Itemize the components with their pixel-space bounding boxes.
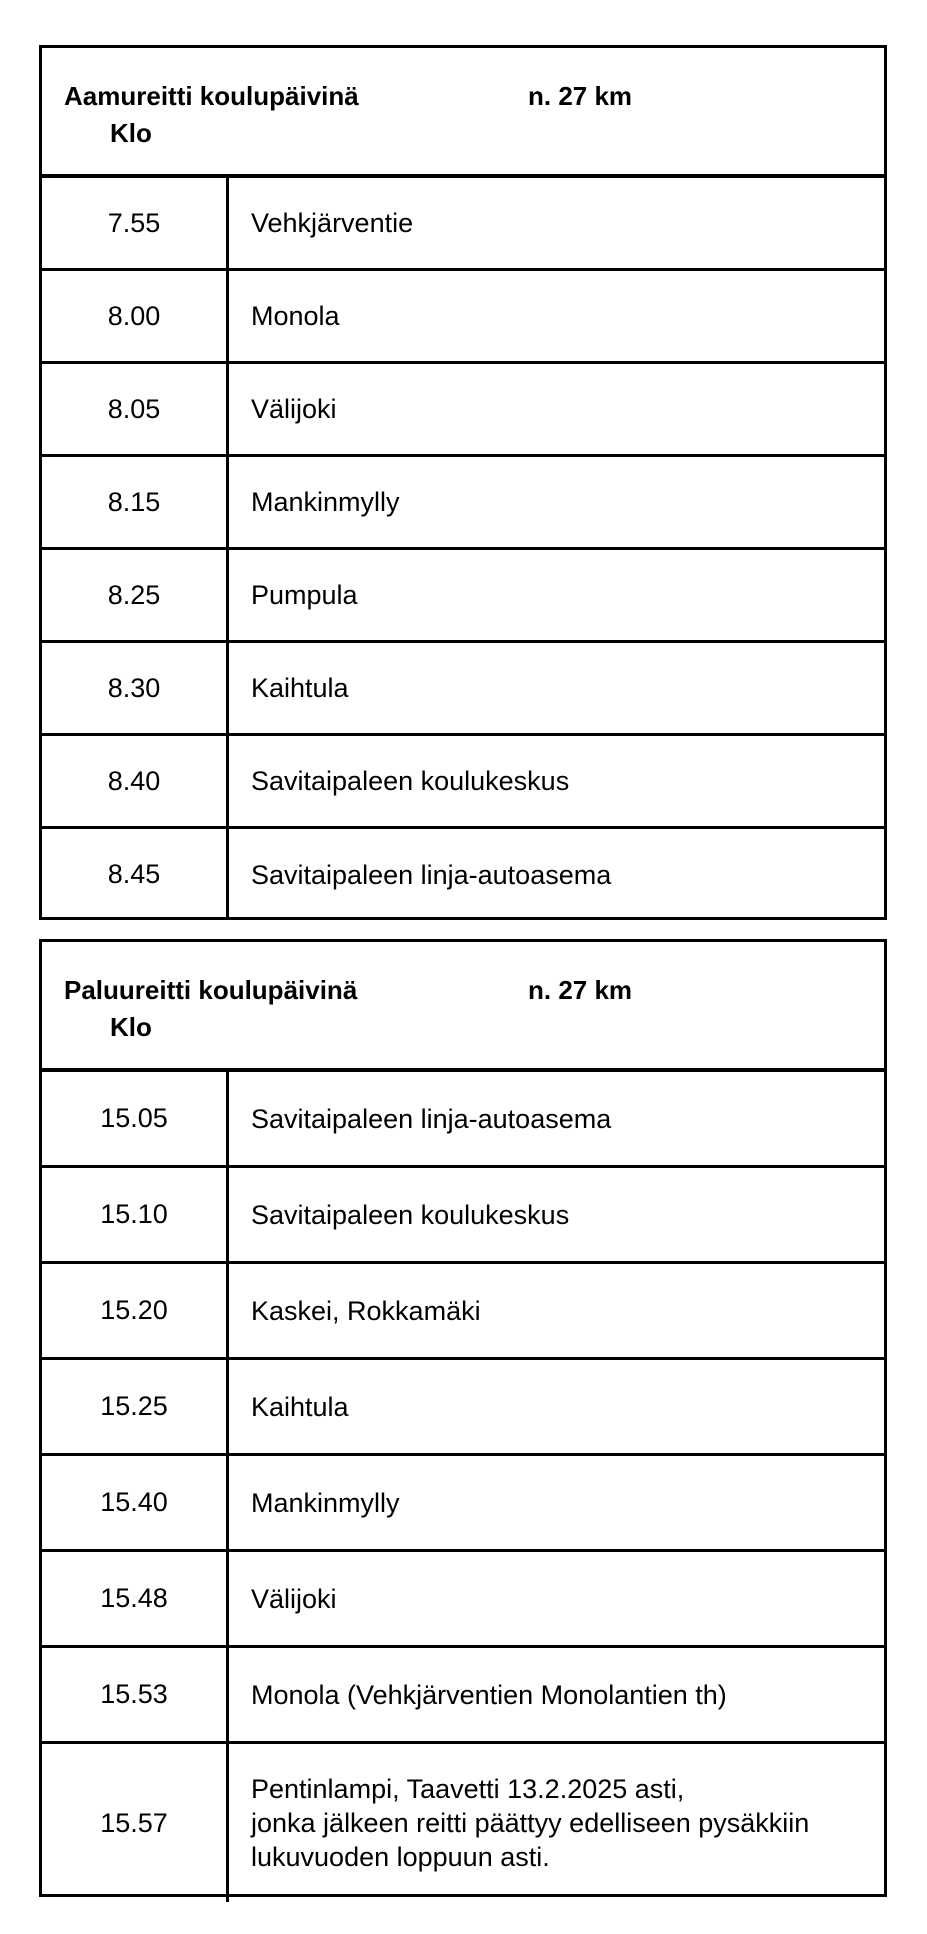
stop-name: Kaihtula [251, 673, 349, 703]
return-time-column-header: Klo [110, 1012, 152, 1042]
stop-name: Pumpula [251, 580, 358, 610]
stop-name: Mankinmylly [251, 487, 400, 517]
stop-time: 15.25 [42, 1360, 229, 1453]
stop-time: 8.45 [42, 829, 229, 920]
table-row [42, 1456, 884, 1552]
stop-name: Välijoki [251, 1583, 337, 1614]
table-row [42, 1552, 884, 1648]
morning-route-distance: n. 27 km [528, 81, 633, 111]
stop-time: 15.48 [42, 1552, 229, 1645]
table-row [42, 1360, 884, 1456]
morning-route-table [39, 45, 887, 920]
stop-name: Savitaipaleen koulukeskus [251, 1199, 570, 1230]
stop-name: Monola (Vehkjärventien Monolantien th) [251, 1679, 727, 1710]
morning-route-title: Aamureitti koulupäivinä [64, 81, 359, 111]
stop-time: 8.25 [42, 550, 229, 640]
stop-name: Kaihtula [251, 1391, 349, 1422]
table-row [42, 736, 884, 829]
stop-name: Kaskei, Rokkamäki [251, 1295, 481, 1326]
stop-name: Savitaipaleen koulukeskus [251, 766, 570, 796]
stop-name: Savitaipaleen linja-autoasema [251, 859, 612, 890]
stop-time: 8.40 [42, 736, 229, 826]
stop-time: 15.10 [42, 1168, 229, 1261]
stop-time: 15.05 [42, 1072, 229, 1165]
table-row [42, 550, 884, 643]
morning-time-column-header: Klo [110, 118, 152, 148]
table-row [42, 178, 884, 271]
stop-name: Mankinmylly [251, 1487, 400, 1518]
table-row [42, 1168, 884, 1264]
table-row [42, 457, 884, 550]
table-row [42, 1648, 884, 1744]
stop-time: 8.00 [42, 271, 229, 361]
stop-time: 8.30 [42, 643, 229, 733]
stop-time: 8.15 [42, 457, 229, 547]
table-row [42, 364, 884, 457]
stop-name: Välijoki [251, 394, 337, 424]
return-route-table [39, 939, 887, 1897]
stop-time: 15.40 [42, 1456, 229, 1549]
stop-name: Savitaipaleen linja-autoasema [251, 1103, 612, 1134]
table-row [42, 643, 884, 736]
return-route-header [42, 942, 884, 1072]
table-row [42, 1072, 884, 1168]
stop-time: 7.55 [42, 178, 229, 268]
morning-route-header [42, 48, 884, 178]
table-row [42, 1744, 884, 1902]
table-row [42, 271, 884, 364]
stop-name: Vehkjärventie [251, 208, 414, 238]
stop-time: 15.20 [42, 1264, 229, 1357]
stop-time: 15.53 [42, 1648, 229, 1741]
stop-time: 15.57 [42, 1744, 229, 1902]
return-route-distance: n. 27 km [528, 975, 633, 1005]
table-row [42, 1264, 884, 1360]
return-route-title: Paluureitti koulupäivinä [64, 975, 358, 1005]
stop-name: Monola [251, 301, 340, 331]
stop-name: Pentinlampi, Taavetti 13.2.2025 asti, jonka jälkeen reitti päättyy edelliseen pysäkkiin lukuvuoden loppuun asti. [251, 1774, 810, 1872]
table-row [42, 829, 884, 920]
stop-time: 8.05 [42, 364, 229, 454]
